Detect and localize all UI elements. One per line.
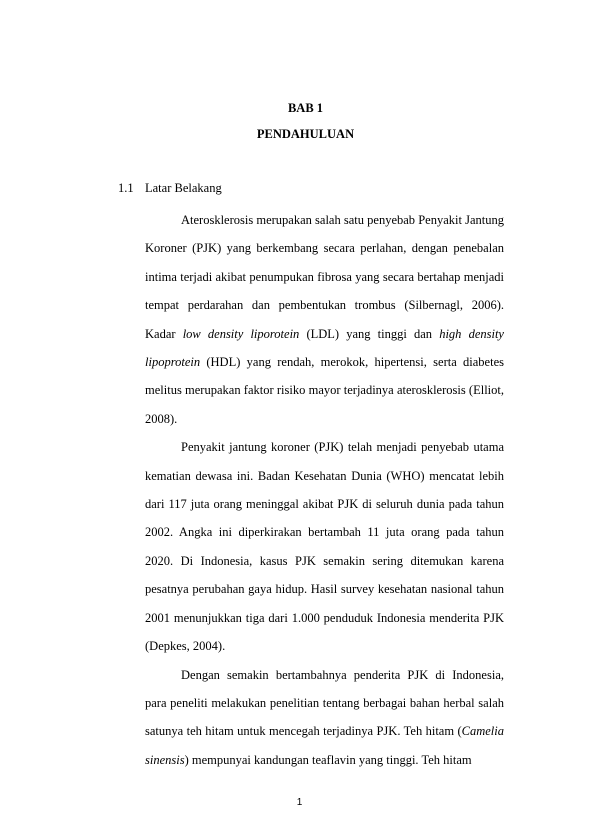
- paragraph-2: [145, 433, 504, 660]
- paragraph-2-run: Penyakit jantung koroner (PJK) telah menjadi penyebab utama kematian dewasa ini. Badan Kesehatan Dunia (WHO) mencatat lebih dari 117 juta orang meninggal akibat PJK di seluruh dunia pada tahun 2002. Angka ini diperkirakan bertambah 11 juta orang pada tahun 2020. Di Indonesia, kasus PJK semakin sering ditemukan karena pesatnya perubahan gaya hidup. Hasil survey kesehatan nasional tahun 2001 menunjukkan tiga dari 1.000 penduduk Indonesia menderita PJK (Depkes, 2004).: [145, 440, 504, 654]
- paragraph-3-run: ) mempunyai kandungan teaflavin yang tinggi. Teh hitam: [184, 752, 472, 767]
- paragraph-1-run: (LDL) yang tinggi dan: [299, 326, 440, 341]
- paragraph-1: [145, 206, 504, 433]
- body-text: [145, 206, 504, 774]
- paragraph-1-italic-term: high density lipoprotein: [145, 326, 504, 370]
- chapter-title: PENDAHULUAN: [256, 127, 355, 141]
- paragraph-3: [145, 661, 504, 775]
- section-number: 1.1: [118, 181, 134, 195]
- paragraph-1-italic-term: low density liporotein: [182, 326, 300, 341]
- paragraph-3-run: Dengan semakin bertambahnya penderita PJK di Indonesia, para peneliti melakukan penelitian tentang berbagai bahan herbal salah satunya teh hitam untuk mencegah terjadinya PJK. Teh hitam (: [145, 667, 504, 739]
- paragraph-1-run: Aterosklerosis merupakan salah satu penyebab Penyakit Jantung Koroner (PJK) yang berkembang secara perlahan, dengan penebalan intima terjadi akibat penumpukan fibrosa yang secara bertahap menjadi tempat perdarahan dan pembentukan trombus (Silbernagl, 2006). Kadar: [145, 213, 504, 341]
- paragraph-1-run: (HDL) yang rendah, merokok, hipertensi, serta diabetes melitus merupakan faktor risiko mayor terjadinya aterosklerosis (Elliot, 2008).: [145, 355, 504, 426]
- page-number: 1: [296, 797, 303, 808]
- section-heading: [118, 181, 222, 196]
- chapter-number: BAB 1: [287, 101, 324, 115]
- paragraph-3-italic-term: Camelia sinensis: [145, 724, 504, 767]
- section-title: Latar Belakang: [145, 181, 222, 195]
